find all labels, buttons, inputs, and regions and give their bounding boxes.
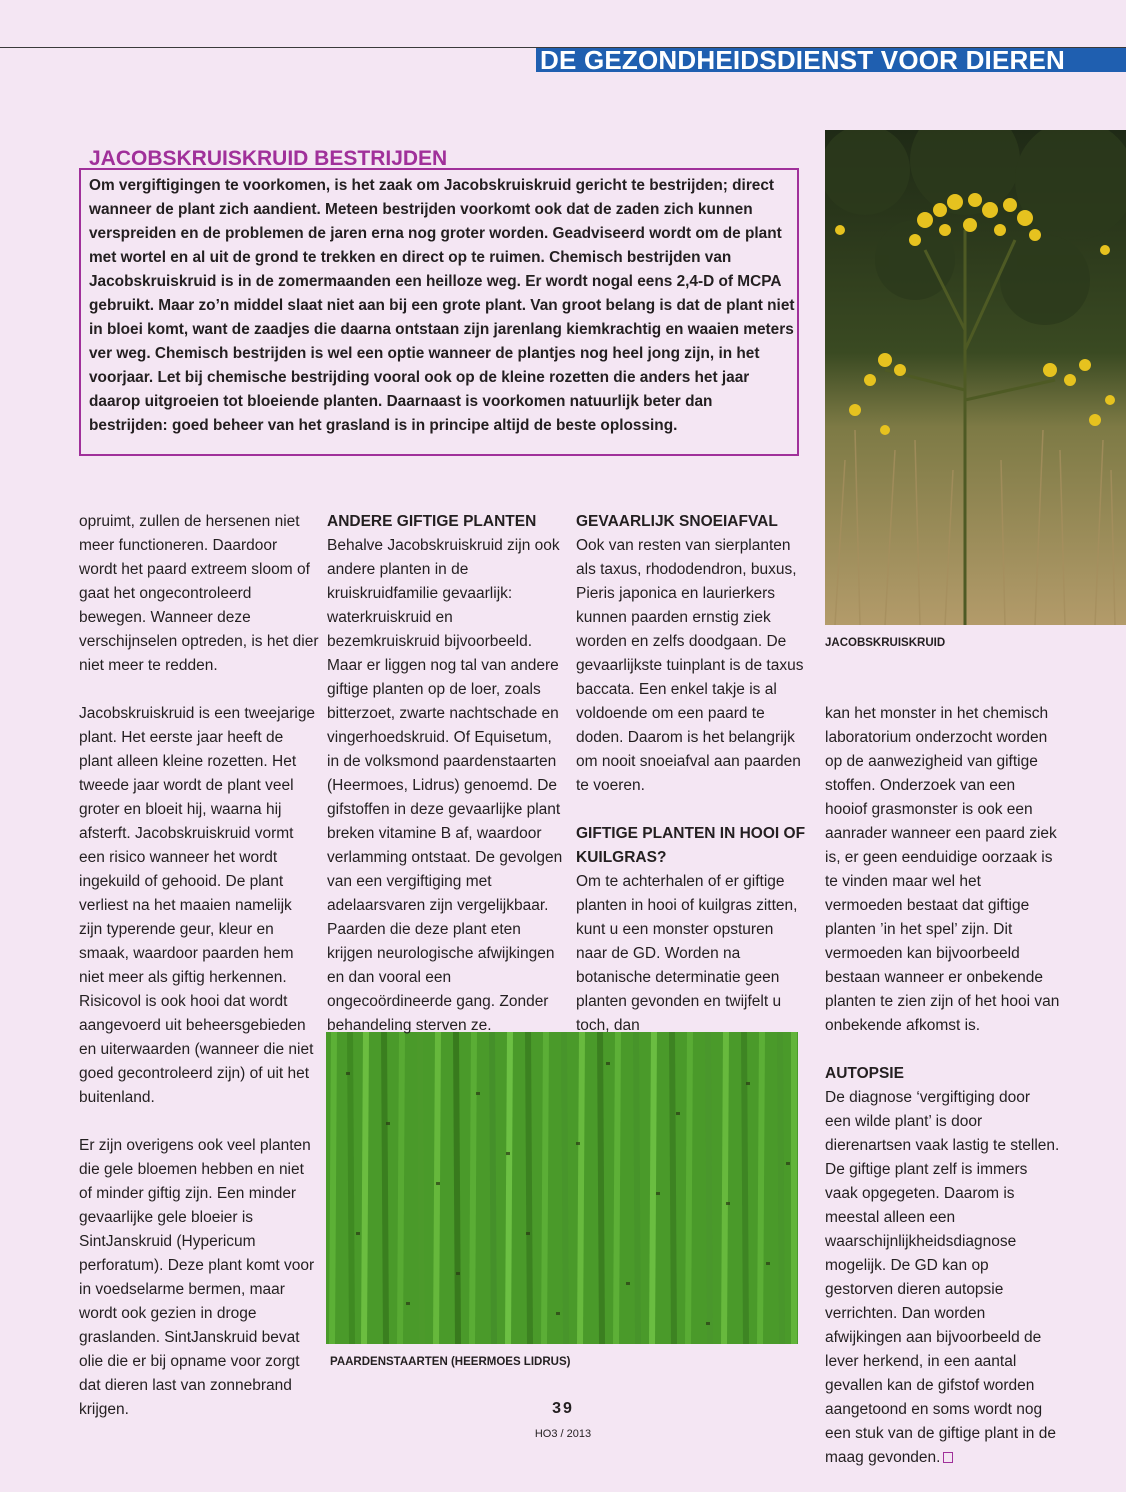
column-4: [825, 702, 1060, 1470]
col3-paragraph-1: Ook van resten van sierplanten als taxus, rhododendron, buxus, Pieris japonica en laurierkers kunnen paarden ernstig ziek worden en zelfs doodgaan. De gevaarlijkste tuinplant is de taxus baccata. Een enkel takje is al voldoende om een paard te doden. Daarom is het belangrijk om nooit snoeiafval aan paarden te voeren.: [576, 537, 804, 794]
col3-heading-1: GEVAARLIJK SNOEIAFVAL: [576, 513, 778, 530]
col1-paragraph-2: Jacobskruiskruid is een tweejarige plant. Het eerste jaar heeft de plant alleen kleine rozetten. Het tweede jaar wordt de plant veel groter en bloeit hij, waarna hij afsterft. Jacobskruiskruid vormt een risico wanneer het wordt ingekuild of gehooid. De plant verliest na het maaien namelijk zijn typerende geur, kleur en smaak, waardoor paarden hem niet meer als giftig herkennen. Risicovol is ook hooi dat wordt aangevoerd uit beheersgebieden en uiterwaarden (wanneer die niet goed gecontroleerd zijn) of uit het buitenland.: [79, 705, 316, 1106]
info-box-text: Om vergiftigingen te voorkomen, is het zaak om Jacobskruiskruid gericht te bestrijden; direct wanneer de plant zich aandient. Meteen bestrijden voorkomt ook dat de zaden zich kunnen verspreiden en de problemen de jaren erna nog groter worden. Geadviseerd wordt om de plant met wortel en al uit de grond te trekken en direct op te ruimen. Chemisch bestrijden van Jacobskruiskruid is in de zomermaanden een heilloze weg. Er wordt nogal eens 2,4-D of MCPA gebruikt. Maar zo’n middel slaat niet aan bij een grote plant. Van groot belang is dat de plant niet in bloei komt, want de zaadjes die daarna ontstaan zijn jarenlang kiemkrachtig en waaien meters ver weg. Chemisch bestrijden is wel een optie wanneer de plantjes nog heel jong zijn, in het voorjaar. Let bij chemische bestrijding vooral ook op de kleine rozetten die anders het jaar daarop uitgroeien tot bloeiende planten. Daarnaast is voorkomen natuurlijk beter dan bestrijden: goed beheer van het grasland is in principe altijd de beste oplossing.: [89, 177, 795, 434]
col1-paragraph-1: opruimt, zullen de hersenen niet meer functioneren. Daardoor wordt het paard extreem sloom of gaat het ongecontroleerd bewegen. Wanneer deze verschijnselen optreden, is het dier niet meer te redden.: [79, 513, 319, 674]
issue-label: HO3 / 2013: [534, 1428, 592, 1440]
ragwort-caption: JACOBSKRUISKRUID: [825, 637, 946, 649]
horsetail-caption: PAARDENSTAARTEN (HEERMOES LIDRUS): [330, 1356, 571, 1368]
column-1: [79, 510, 319, 1422]
page-number: 39: [552, 1400, 574, 1417]
column-2: [327, 510, 567, 1038]
col3-paragraph-2: Om te achterhalen of er giftige planten in hooi of kuilgras zitten, kunt u een monster opsturen naar de GD. Worden na botanische determinatie geen planten gevonden en twijfelt u toch, dan: [576, 873, 798, 1034]
col4-paragraph-1: kan het monster in het chemisch laboratorium onderzocht worden op de aanwezigheid van giftige stoffen. Onderzoek van een hooiof grasmonster is ook een aanrader wanneer een paard ziek is, er geen eenduidige oorzaak is te vinden maar wel het vermoeden bestaat dat giftige planten ’in het spel’ zijn. Dit vermoeden kan bijvoorbeeld bestaan wanneer er onbekende planten te zien zijn of het hooi van onbekende afkomst is.: [825, 705, 1060, 1034]
col2-paragraph-1: Behalve Jacobskruiskruid zijn ook andere planten in de kruiskruidfamilie gevaarlijk: waterkruiskruid en bezemkruiskruid bijvoorbeeld. Maar er liggen nog tal van andere giftige planten op de loer, zoals bitterzoet, zwarte nachtschade en vingerhoedskruid. Of Equisetum, in de volksmond paardenstaarten (Heermoes, Lidrus) genoemd. De gifstoffen in deze gevaarlijke plant breken vitamine B af, waardoor verlamming ontstaat. De gevolgen van een vergiftiging met adelaarsvaren zijn vergelijkbaar. Paarden die deze plant eten krijgen neurologische afwijkingen en dan vooral een ongecoördineerde gang. Zonder behandeling sterven ze.: [327, 537, 563, 1034]
col4-heading: AUTOPSIE: [825, 1065, 904, 1082]
ragwort-photo: [825, 130, 1126, 625]
col3-heading-2: GIFTIGE PLANTEN IN HOOI OF KUILGRAS?: [576, 825, 806, 866]
column-3: [576, 510, 808, 1038]
horsetail-photo: [326, 1032, 798, 1344]
header-title: DE GEZONDHEIDSDIENST VOOR DIEREN: [540, 45, 1066, 75]
end-of-article-icon: [943, 1452, 953, 1463]
col2-heading: ANDERE GIFTIGE PLANTEN: [327, 513, 537, 530]
col1-paragraph-3: Er zijn overigens ook veel planten die gele bloemen hebben en niet of minder giftig zijn. Een minder gevaarlijke gele bloeier is SintJanskruid (Hypericum perforatum). Deze plant komt voor in voedselarme bermen, maar wordt ook gezien in droge graslanden. SintJanskruid bevat olie die er bij opname voor zorgt dat dieren last van zonnebrand krijgen.: [79, 1137, 315, 1418]
box-title: JACOBSKRUISKRUID BESTRIJDEN: [89, 147, 448, 170]
col4-paragraph-2-text: De diagnose ‘vergiftiging door een wilde plant’ is door dierenartsen vaak lastig te stellen. De giftige plant zelf is immers vaak opgegeten. Daarom is meestal alleen een waarschijnlijkheidsdiagnose mogelijk. De GD kan op gestorven dieren autopsie verrichten. Dan worden afwijkingen aan bijvoorbeeld de lever herkend, in een aantal gevallen kan de gifstof worden aangetoond en soms wordt nog een stuk van de giftige plant in de maag gevonden.: [825, 1089, 1060, 1466]
